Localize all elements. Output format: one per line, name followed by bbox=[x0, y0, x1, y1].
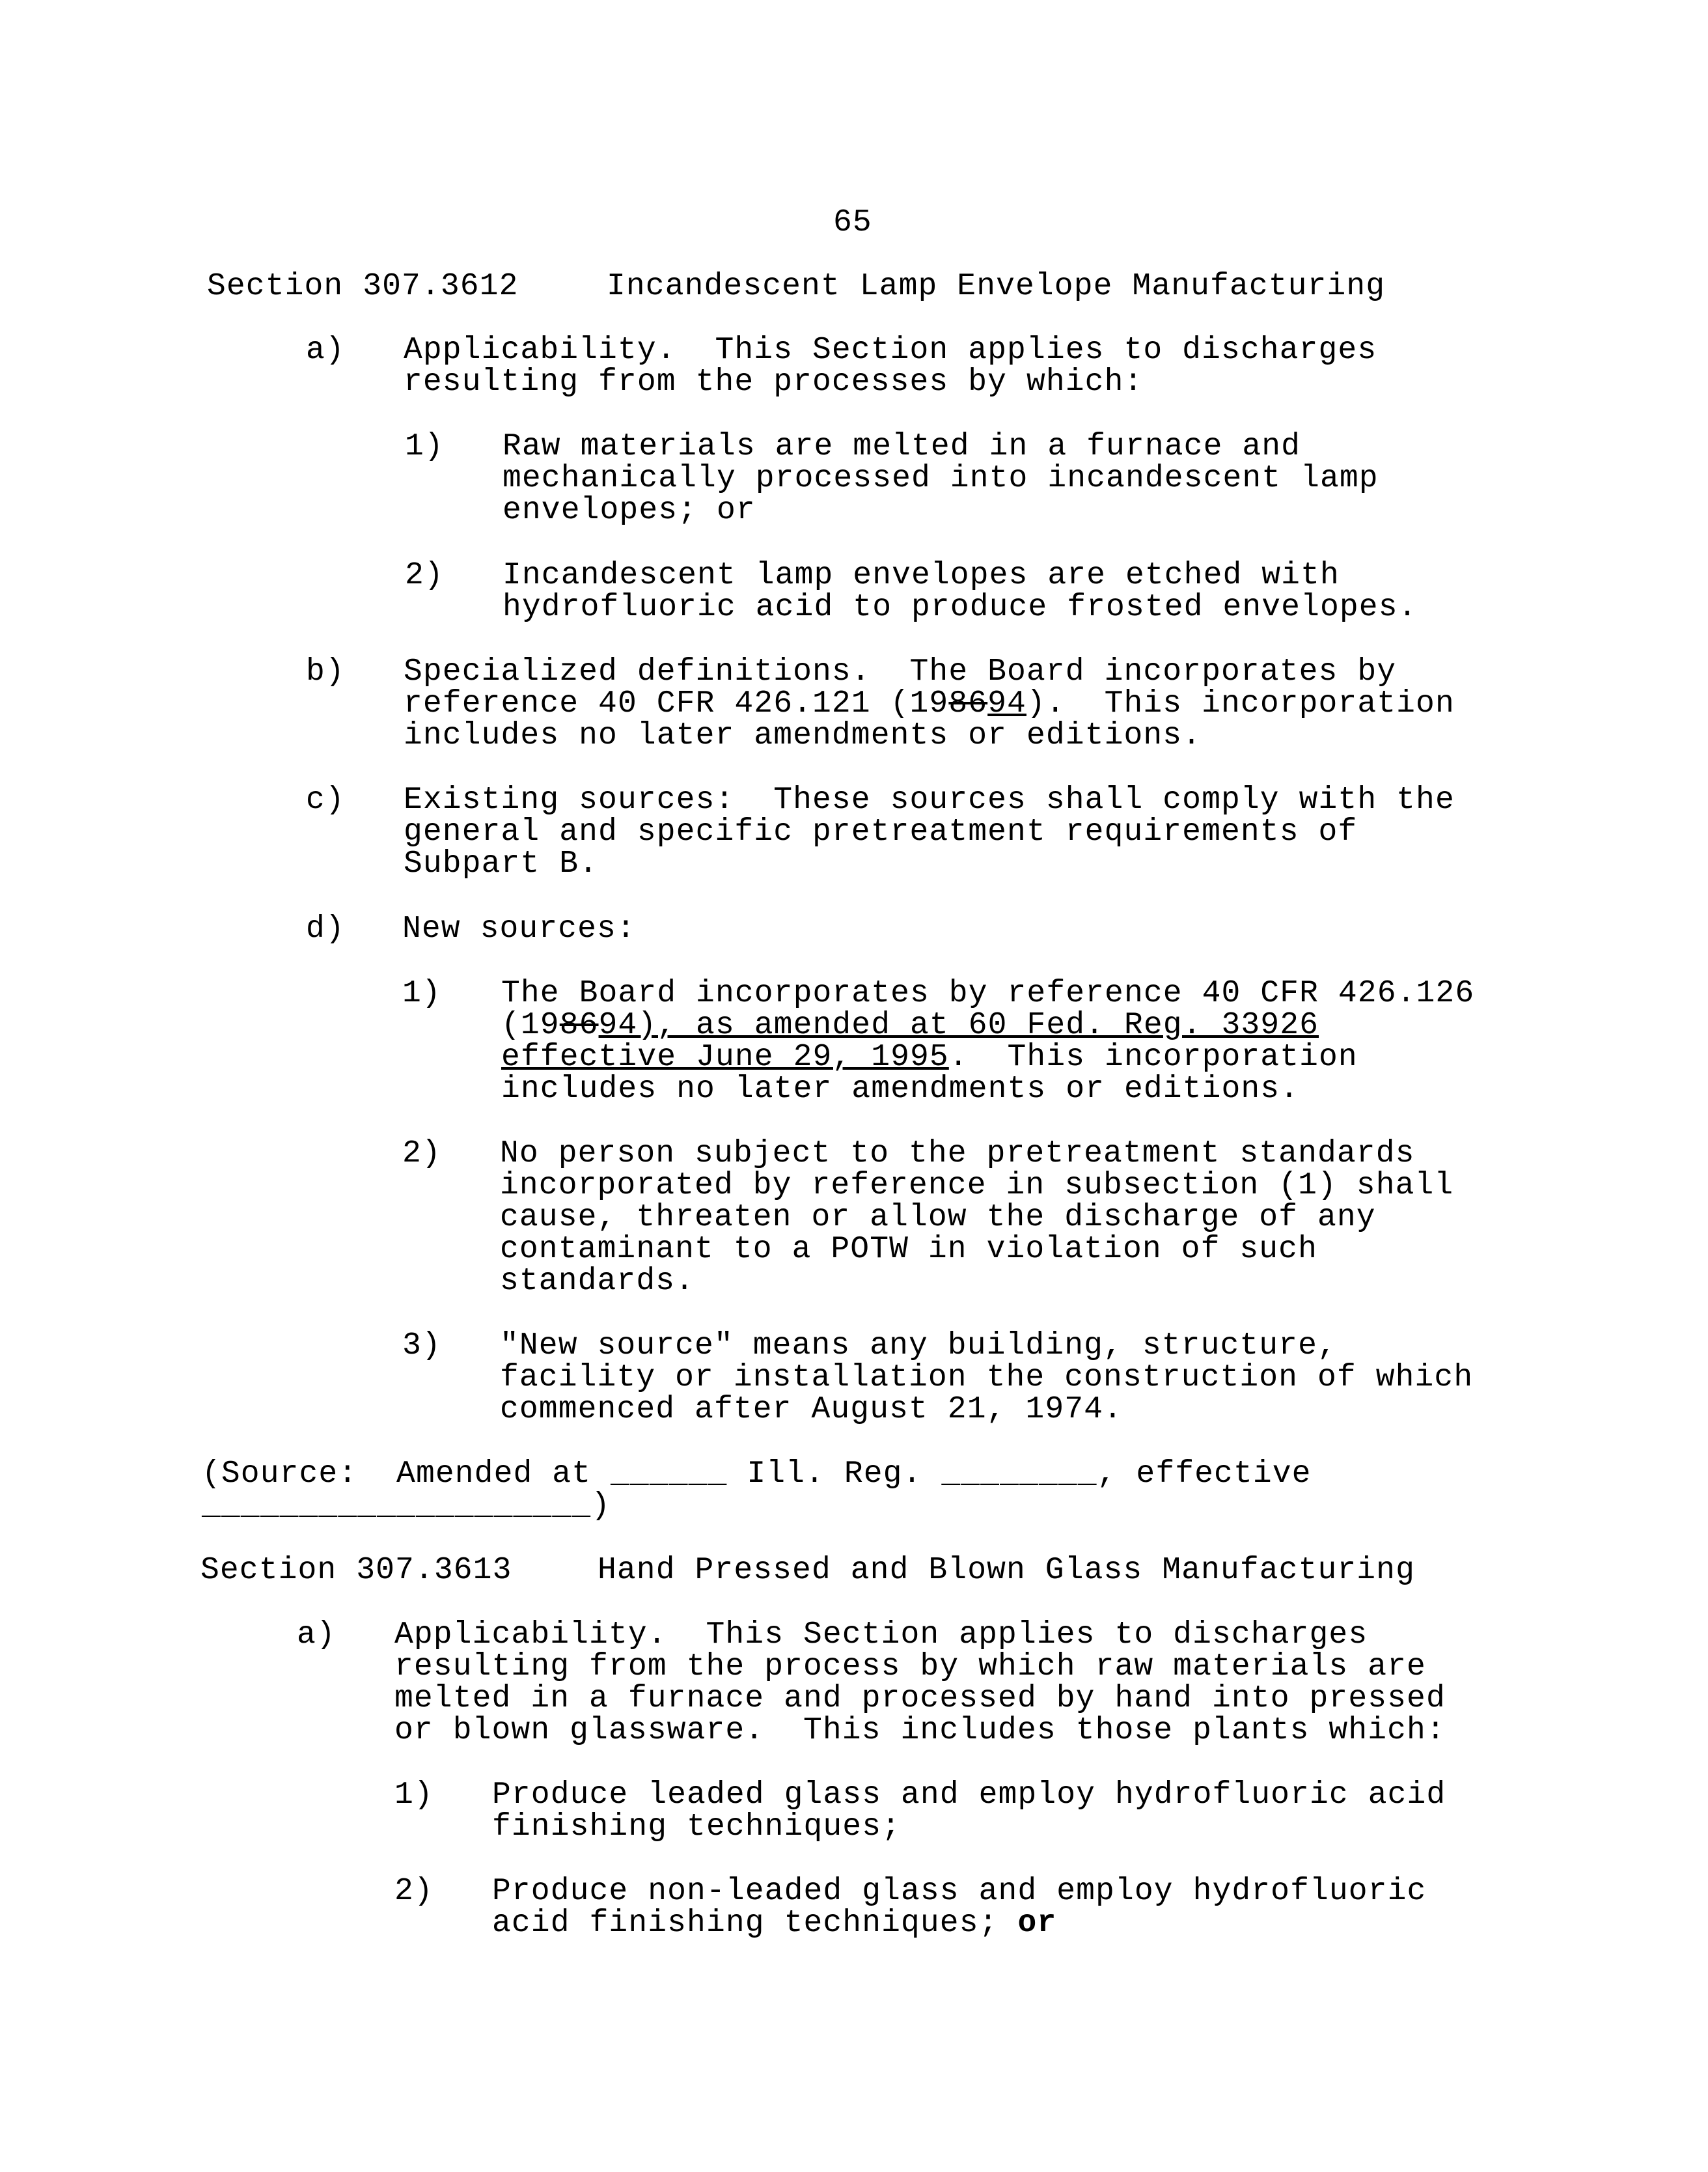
s3612-a2-label: 2) bbox=[405, 558, 444, 593]
s3612-d1-line4: includes no later amendments or editions. bbox=[501, 1072, 1300, 1107]
s3613-a-line1: Applicability. This Section applies to discharges bbox=[394, 1617, 1368, 1652]
s3613-a1-label: 1) bbox=[394, 1777, 434, 1813]
s3612-d1-line3-rest: . This incorporation bbox=[948, 1040, 1358, 1075]
s3612-d-line1: New sources: bbox=[402, 912, 636, 947]
s3612-d2-label: 2) bbox=[402, 1136, 441, 1171]
s3613-a1-line2: finishing techniques; bbox=[492, 1809, 901, 1845]
s3613-a2-line2-bold: or bbox=[1017, 1906, 1057, 1941]
s3612-b-line1: Specialized definitions. The Board incorporates by bbox=[404, 654, 1397, 689]
s3612-d2-line5: standards. bbox=[500, 1264, 695, 1299]
s3612-a2-line2: hydrofluoric acid to produce frosted envelopes. bbox=[503, 590, 1418, 625]
s3612-d1-line2 bbox=[501, 1010, 1319, 1042]
s3613-a2-line2 bbox=[492, 1908, 1056, 1940]
deleted-text: 86 bbox=[559, 1008, 599, 1043]
source-note-line2: ____________________) bbox=[202, 1488, 611, 1524]
section-3613-number: Section 307.3613 bbox=[200, 1553, 512, 1588]
s3613-a1-line1: Produce leaded glass and employ hydrofluoric acid bbox=[492, 1777, 1446, 1813]
s3612-a2-line1: Incandescent lamp envelopes are etched with bbox=[503, 558, 1340, 593]
s3612-d1-line1: The Board incorporates by reference 40 CFR 426.126 bbox=[501, 976, 1475, 1011]
inserted-text: 94), as amended at 60 Fed. Reg. 33926 bbox=[598, 1008, 1319, 1043]
s3612-d2-line1: No person subject to the pretreatment standards bbox=[500, 1136, 1415, 1171]
s3612-a1-line1: Raw materials are melted in a furnace and bbox=[503, 429, 1301, 464]
s3612-d-label: d) bbox=[306, 912, 345, 947]
s3612-d3-line2: facility or installation the construction of which bbox=[500, 1360, 1474, 1395]
s3613-a2-line2-text: acid finishing techniques; bbox=[492, 1906, 1018, 1941]
s3612-d2-line3: cause, threaten or allow the discharge of any bbox=[500, 1200, 1376, 1235]
s3612-d1-line2-text: (19 bbox=[501, 1008, 560, 1043]
s3613-a-line2: resulting from the process by which raw materials are bbox=[394, 1649, 1426, 1684]
s3612-d3-line1: "New source" means any building, structure, bbox=[500, 1328, 1337, 1363]
source-note-line1: (Source: Amended at ______ Ill. Reg. ________, effective bbox=[202, 1456, 1312, 1492]
s3612-d2-line4: contaminant to a POTW in violation of such bbox=[500, 1232, 1317, 1267]
s3612-a1-line2: mechanically processed into incandescent lamp bbox=[503, 461, 1379, 496]
s3612-d1-label: 1) bbox=[402, 976, 441, 1011]
s3612-a1-label: 1) bbox=[405, 429, 444, 464]
section-3612-number: Section 307.3612 bbox=[207, 269, 519, 304]
s3612-b-line2-rest: ). This incorporation bbox=[1026, 686, 1455, 721]
s3612-a1-line3: envelopes; or bbox=[503, 493, 756, 528]
section-3613-title: Hand Pressed and Blown Glass Manufacturing bbox=[598, 1553, 1415, 1588]
s3612-d3-line3: commenced after August 21, 1974. bbox=[500, 1392, 1123, 1427]
inserted-text: effective June 29, 1995 bbox=[501, 1040, 949, 1075]
s3612-b-line2-text: reference 40 CFR 426.121 (19 bbox=[404, 686, 949, 721]
s3612-a-label: a) bbox=[306, 333, 345, 368]
s3613-a2-label: 2) bbox=[394, 1874, 434, 1909]
s3612-b-line3: includes no later amendments or editions. bbox=[404, 718, 1202, 753]
inserted-text: 94 bbox=[987, 686, 1026, 721]
s3612-a-line1: Applicability. This Section applies to discharges bbox=[404, 333, 1377, 368]
s3613-a-label: a) bbox=[297, 1617, 336, 1652]
s3613-a-line3: melted in a furnace and processed by hand into pressed bbox=[394, 1681, 1446, 1716]
s3612-a-line2: resulting from the processes by which: bbox=[404, 365, 1144, 400]
s3612-b-line2 bbox=[404, 688, 1455, 720]
s3612-c-line1: Existing sources: These sources shall comply with the bbox=[404, 783, 1455, 818]
s3612-b-label: b) bbox=[306, 654, 345, 689]
deleted-text: 86 bbox=[948, 686, 988, 721]
s3612-c-label: c) bbox=[306, 783, 345, 818]
s3612-c-line3: Subpart B. bbox=[404, 846, 599, 882]
s3613-a-line4: or blown glassware. This includes those plants which: bbox=[394, 1713, 1446, 1748]
s3612-d2-line2: incorporated by reference in subsection (1) shall bbox=[500, 1168, 1454, 1203]
page-number: 65 bbox=[833, 205, 872, 240]
s3612-c-line2: general and specific pretreatment requirements of bbox=[404, 814, 1358, 850]
s3613-a2-line1: Produce non-leaded glass and employ hydrofluoric bbox=[492, 1874, 1427, 1909]
s3612-d1-line3 bbox=[501, 1042, 1358, 1074]
section-3612-title: Incandescent Lamp Envelope Manufacturing bbox=[607, 269, 1386, 304]
s3612-d3-label: 3) bbox=[402, 1328, 441, 1363]
